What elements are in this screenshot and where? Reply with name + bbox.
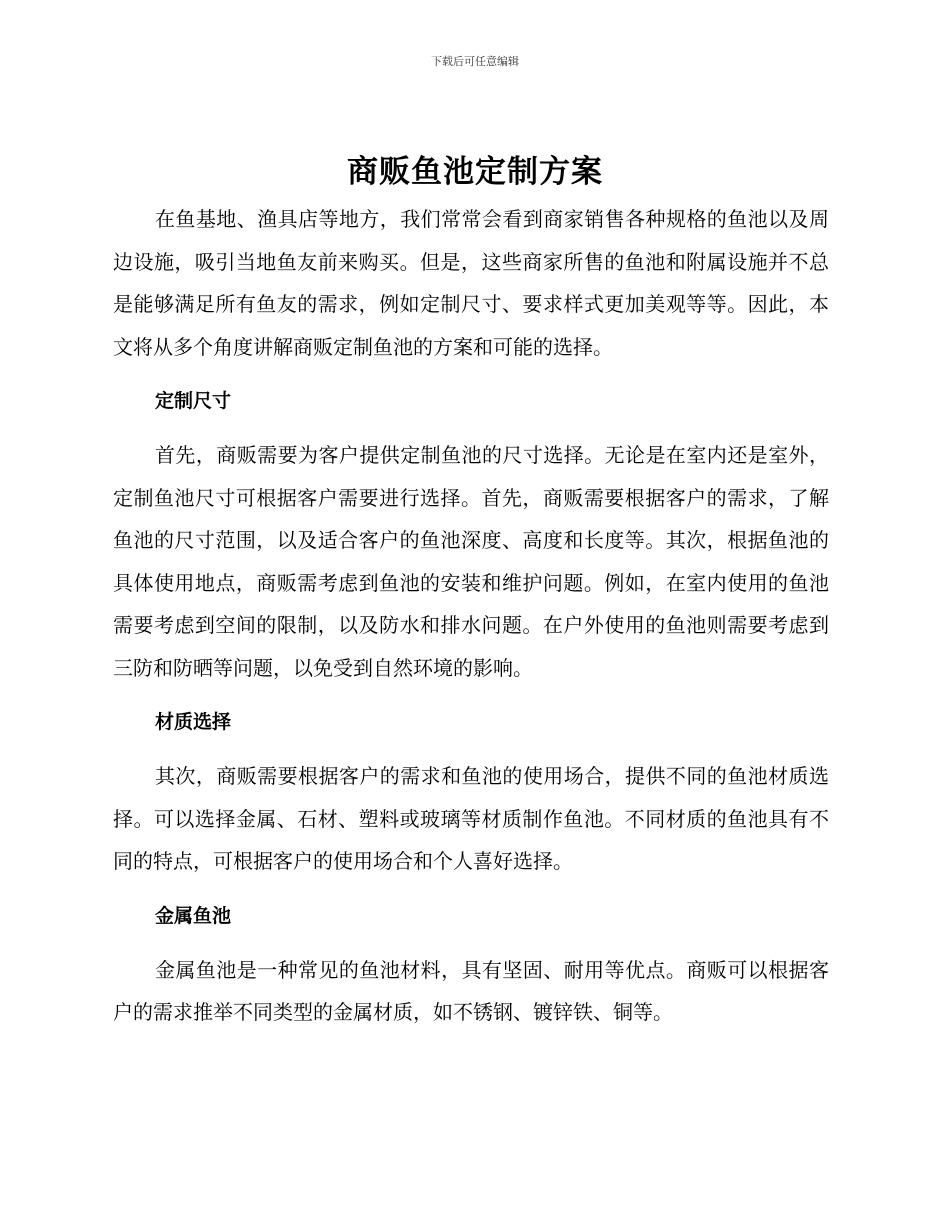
section-heading-material: 材质选择 [155,711,232,733]
document-title: 商贩鱼池定制方案 [347,154,603,190]
intro-paragraph: 在鱼基地、渔具店等地方，我们常常会看到商家销售各种规格的鱼池以及周边设施，吸引当地鱼友前来购买。但是，这些商家所售的鱼池和附属设施并不总是能够满足所有鱼友的需求，例如定制尺寸、要求样式更加美观等等。因此，本文将从多个角度讲解商贩定制鱼池的方案和可能的选择。 [113,207,829,359]
document-body [113,198,829,1034]
section-paragraph-material: 其次，商贩需要根据客户的需求和鱼池的使用场合，提供不同的鱼池材质选择。可以选择金属、石材、塑料或玻璃等材质制作鱼池。不同材质的鱼池具有不同的特点，可根据客户的使用场合和个人喜好选择。 [113,764,829,873]
section-paragraph-metal-pond: 金属鱼池是一种常见的鱼池材料，具有坚固、耐用等优点。商贩可以根据客户的需求推举不同类型的金属材质，如不锈钢、镀锌铁、铜等。 [113,957,829,1024]
header-note: 下载后可任意编辑 [431,55,519,68]
section-paragraph-size: 首先，商贩需要为客户提供定制鱼池的尺寸选择。无论是在室内还是室外，定制鱼池尺寸可根据客户需要进行选择。首先，商贩需要根据客户的需求，了解鱼池的尺寸范围，以及适合客户的鱼池深度、高度和长度等。其次，根据鱼池的具体使用地点，商贩需考虑到鱼池的安装和维护问题。例如，在室内使用的鱼池需要考虑到空间的限制，以及防水和排水问题。在户外使用的鱼池则需要考虑到三防和防晒等问题，以免受到自然环境的影响。 [113,443,829,680]
section-heading-metal-pond: 金属鱼池 [155,904,232,927]
section-heading-size: 定制尺寸 [155,390,232,412]
